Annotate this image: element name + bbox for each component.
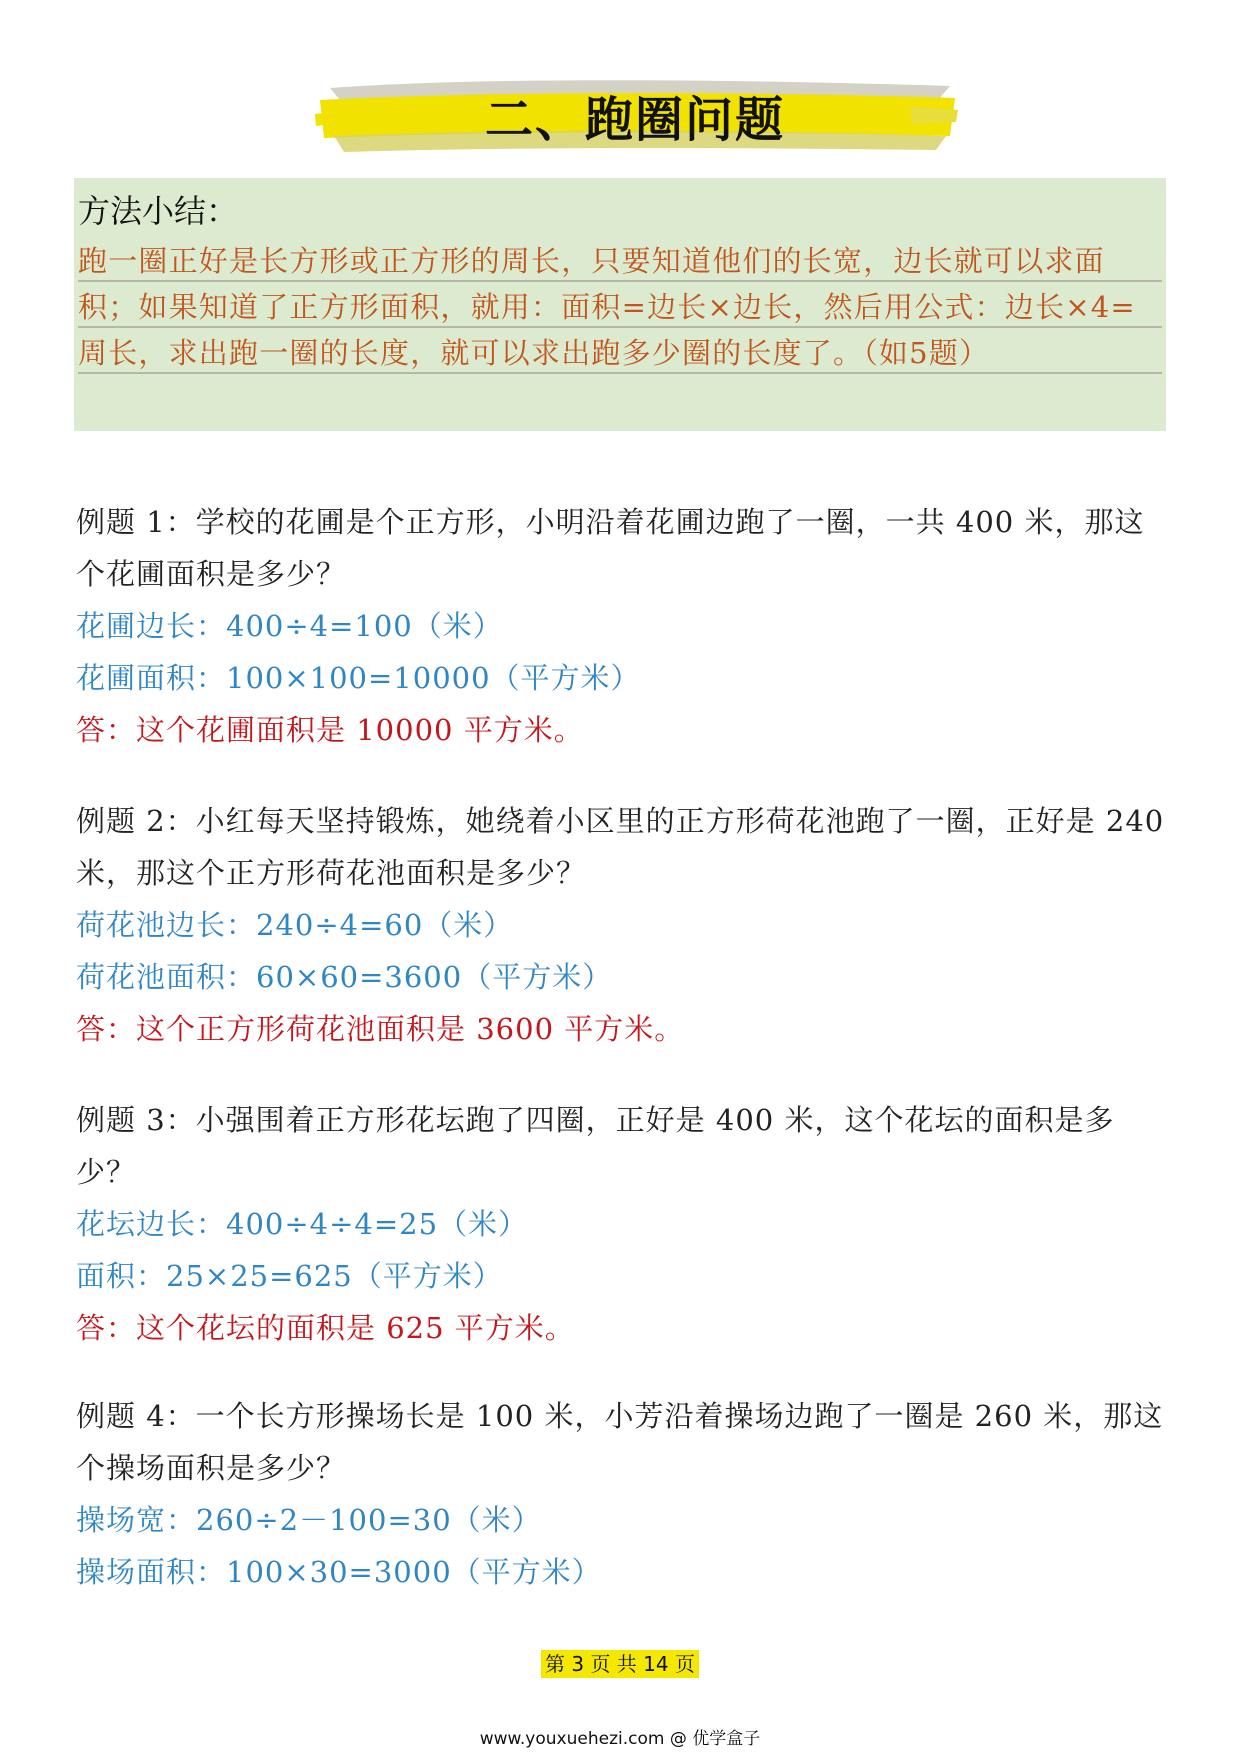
summary-body: 跑一圈正好是长方形或正方形的周长，只要知道他们的长宽，边长就可以求面积；如果知道了正方形面积，就用：面积=边长×边长，然后用公式：边长×4=周长，求出跑一圈的长度，就可以求出跑多少圈的长度了。（如5题） xyxy=(78,238,1162,376)
solution-step: 面积：25×25=625（平方米） xyxy=(76,1259,503,1293)
example-2 xyxy=(76,795,1166,1055)
solution-step: 花圃面积：100×100=10000（平方米） xyxy=(76,661,641,695)
example-question: 例题 4：一个长方形操场长是 100 米，小芳沿着操场边跑了一圈是 260 米，那这个操场面积是多少？ xyxy=(76,1399,1164,1485)
example-question: 例题 1：学校的花圃是个正方形，小明沿着花圃边跑了一圈，一共 400 米，那这个花圃面积是多少？ xyxy=(76,505,1145,591)
summary-heading: 方法小结： xyxy=(78,192,239,230)
solution-step: 花坛边长：400÷4÷4=25（米） xyxy=(76,1207,529,1241)
solution-step: 花圃边长：400÷4=100（米） xyxy=(76,609,503,643)
solution-step: 荷花池面积：60×60=3600（平方米） xyxy=(76,960,613,994)
title-block xyxy=(310,70,960,160)
example-answer: 答：这个花圃面积是 10000 平方米。 xyxy=(76,713,584,747)
example-question: 例题 2：小红每天坚持锻炼，她绕着小区里的正方形荷花池跑了一圈，正好是 240 米，那这个正方形荷花池面积是多少？ xyxy=(76,804,1165,890)
solution-step: 操场宽：260÷2－100=30（米） xyxy=(76,1503,542,1537)
site-footer: www.youxuehezi.com @ 优学盒子 xyxy=(479,1729,761,1749)
example-question: 例题 3：小强围着正方形花坛跑了四圈，正好是 400 米，这个花坛的面积是多少？ xyxy=(76,1103,1115,1189)
solution-step: 操场面积：100×30=3000（平方米） xyxy=(76,1555,602,1589)
example-4 xyxy=(76,1390,1166,1598)
example-1 xyxy=(76,496,1166,756)
example-3 xyxy=(76,1094,1166,1354)
page-number-label: 第 3 页 共 14 页 xyxy=(541,1650,699,1678)
example-answer: 答：这个花坛的面积是 625 平方米。 xyxy=(76,1311,575,1345)
page-title: 二、跑圈问题 xyxy=(484,91,785,148)
solution-step: 荷花池边长：240÷4=60（米） xyxy=(76,908,514,942)
method-summary-box xyxy=(74,178,1166,431)
page-number xyxy=(0,1648,1240,1677)
example-answer: 答：这个正方形荷花池面积是 3600 平方米。 xyxy=(76,1012,685,1046)
